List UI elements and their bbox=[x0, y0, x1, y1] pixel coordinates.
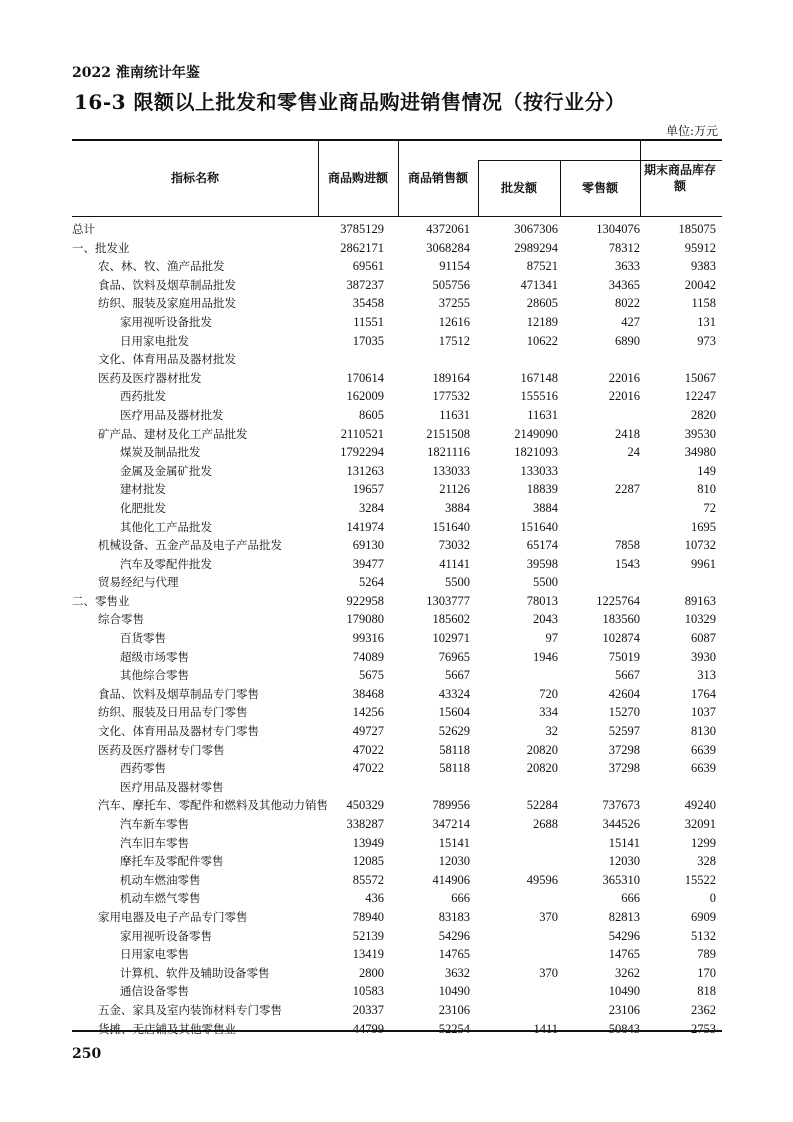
cell-sales: 52629 bbox=[438, 724, 470, 739]
table-row bbox=[72, 629, 722, 648]
cell-wholesale: 52284 bbox=[526, 798, 558, 813]
table-bottom-rule bbox=[72, 1030, 722, 1032]
cell-retail: 3262 bbox=[615, 965, 640, 980]
row-label: 机动车燃气零售 bbox=[120, 891, 201, 906]
cell-purchase: 1792294 bbox=[340, 445, 384, 460]
cell-inventory: 49240 bbox=[684, 798, 716, 813]
table-row bbox=[72, 313, 722, 332]
cell-sales: 133033 bbox=[432, 463, 470, 478]
cell-sales: 76965 bbox=[438, 649, 470, 664]
cell-inventory: 2753 bbox=[691, 1021, 716, 1036]
cell-sales: 83183 bbox=[438, 909, 470, 924]
cell-wholesale: 78013 bbox=[526, 593, 558, 608]
cell-inventory: 15522 bbox=[684, 872, 716, 887]
cell-retail: 37298 bbox=[608, 761, 640, 776]
row-label: 建材批发 bbox=[120, 482, 166, 497]
cell-retail: 5667 bbox=[615, 668, 640, 683]
cell-wholesale: 2989294 bbox=[514, 240, 558, 255]
table-row bbox=[72, 220, 722, 239]
row-label: 总计 bbox=[72, 222, 95, 236]
cell-purchase: 450329 bbox=[346, 798, 384, 813]
table-row bbox=[72, 369, 722, 388]
cell-sales: 185602 bbox=[432, 612, 470, 627]
row-label: 纺织、服装及日用品专门零售 bbox=[98, 705, 248, 720]
cell-sales: 21126 bbox=[439, 482, 470, 497]
cell-sales: 177532 bbox=[432, 389, 470, 404]
cell-wholesale: 370 bbox=[539, 909, 558, 924]
header-divider bbox=[640, 140, 641, 216]
header-name: 指标名称 bbox=[170, 171, 219, 185]
cell-wholesale: 1946 bbox=[533, 649, 558, 664]
cell-inventory: 973 bbox=[697, 333, 716, 348]
table-row bbox=[72, 443, 722, 462]
cell-wholesale: 39598 bbox=[526, 556, 558, 571]
cell-inventory: 1037 bbox=[691, 705, 716, 720]
cell-purchase: 47022 bbox=[352, 742, 384, 757]
cell-purchase: 5264 bbox=[359, 575, 384, 590]
table-row bbox=[72, 257, 722, 276]
cell-purchase: 11551 bbox=[353, 314, 384, 329]
table-row bbox=[72, 945, 722, 964]
cell-sales: 5667 bbox=[445, 668, 470, 683]
cell-sales: 505756 bbox=[432, 277, 470, 292]
cell-purchase: 8605 bbox=[359, 407, 384, 422]
table-row bbox=[72, 387, 722, 406]
row-label: 通信设备零售 bbox=[120, 984, 189, 999]
cell-retail: 22016 bbox=[608, 389, 640, 404]
cell-retail: 78312 bbox=[608, 240, 640, 255]
cell-wholesale: 155516 bbox=[520, 389, 558, 404]
cell-purchase: 141974 bbox=[346, 519, 384, 534]
cell-sales: 1303777 bbox=[426, 593, 470, 608]
table-row bbox=[72, 425, 722, 444]
cell-inventory: 149 bbox=[697, 463, 716, 478]
cell-purchase: 5675 bbox=[359, 668, 384, 683]
table-row bbox=[72, 350, 722, 369]
table-row bbox=[72, 815, 722, 834]
cell-sales: 102971 bbox=[432, 631, 470, 646]
cell-purchase: 2800 bbox=[359, 965, 384, 980]
cell-sales: 43324 bbox=[438, 686, 470, 701]
cell-purchase: 49727 bbox=[352, 724, 384, 739]
cell-purchase: 3284 bbox=[359, 500, 384, 515]
cell-sales: 347214 bbox=[432, 817, 470, 831]
row-label: 贸易经纪与代理 bbox=[98, 575, 179, 590]
table-row bbox=[72, 462, 722, 481]
table-row bbox=[72, 332, 722, 351]
cell-retail: 54296 bbox=[608, 928, 640, 943]
header-wholesale: 批发额 bbox=[500, 181, 537, 195]
cell-purchase: 12085 bbox=[352, 854, 384, 869]
cell-inventory: 6909 bbox=[691, 909, 716, 924]
row-label: 计算机、软件及辅助设备零售 bbox=[120, 965, 270, 980]
cell-sales: 52254 bbox=[438, 1021, 470, 1036]
cell-sales: 189164 bbox=[432, 370, 470, 385]
cell-sales: 3632 bbox=[445, 965, 470, 980]
cell-inventory: 0 bbox=[709, 891, 716, 906]
cell-retail: 427 bbox=[621, 314, 640, 329]
row-label: 矿产品、建材及化工产品批发 bbox=[98, 426, 248, 441]
row-label: 食品、饮料及烟草制品专门零售 bbox=[98, 686, 259, 701]
cell-inventory: 313 bbox=[697, 668, 716, 683]
cell-sales: 3884 bbox=[445, 500, 470, 515]
cell-wholesale: 20820 bbox=[526, 761, 558, 776]
table-row bbox=[72, 722, 722, 741]
cell-retail: 2418 bbox=[615, 426, 640, 441]
cell-inventory: 39530 bbox=[684, 426, 716, 441]
cell-retail: 1543 bbox=[615, 556, 640, 571]
cell-sales: 54296 bbox=[438, 928, 470, 943]
cell-retail: 365310 bbox=[602, 872, 640, 887]
cell-inventory: 818 bbox=[697, 984, 716, 999]
cell-purchase: 17035 bbox=[352, 333, 384, 348]
cell-inventory: 12247 bbox=[684, 389, 716, 404]
cell-sales: 58118 bbox=[439, 742, 470, 757]
cell-inventory: 9961 bbox=[691, 556, 716, 571]
cell-inventory: 1158 bbox=[691, 296, 716, 311]
cell-wholesale: 2149090 bbox=[514, 426, 558, 441]
row-label: 机动车燃油零售 bbox=[120, 872, 201, 887]
cell-inventory: 5132 bbox=[691, 928, 716, 943]
row-label: 汽车新车零售 bbox=[120, 817, 189, 831]
cell-purchase: 85572 bbox=[352, 872, 384, 887]
cell-wholesale: 28605 bbox=[526, 296, 558, 311]
cell-sales: 17512 bbox=[438, 333, 470, 348]
cell-purchase: 14256 bbox=[352, 705, 384, 720]
cell-inventory: 95912 bbox=[684, 240, 716, 255]
table-row bbox=[72, 573, 722, 592]
cell-inventory: 15067 bbox=[684, 370, 716, 385]
cell-purchase: 179080 bbox=[346, 612, 384, 627]
cell-retail: 10490 bbox=[608, 984, 640, 999]
cell-inventory: 10329 bbox=[684, 612, 716, 627]
cell-sales: 151640 bbox=[432, 519, 470, 534]
cell-inventory: 1695 bbox=[691, 519, 716, 534]
cell-inventory: 1764 bbox=[691, 686, 716, 701]
header-inventory: 期末商品库存额 bbox=[644, 163, 717, 193]
cell-wholesale: 2043 bbox=[533, 612, 558, 627]
row-label: 日用家电批发 bbox=[120, 333, 189, 348]
cell-wholesale: 151640 bbox=[520, 519, 558, 534]
table-row bbox=[72, 685, 722, 704]
cell-sales: 414906 bbox=[432, 872, 470, 887]
cell-retail: 7858 bbox=[615, 538, 640, 553]
cell-wholesale: 1411 bbox=[533, 1021, 558, 1036]
cell-retail: 8022 bbox=[615, 296, 640, 311]
row-label: 医疗用品及器材批发 bbox=[120, 407, 224, 422]
cell-retail: 3633 bbox=[615, 259, 640, 274]
page-number: 250 bbox=[72, 1046, 102, 1062]
table-row bbox=[72, 666, 722, 685]
cell-retail: 102874 bbox=[602, 631, 640, 646]
header-purchase: 商品购进额 bbox=[327, 171, 388, 185]
row-label: 百货零售 bbox=[120, 631, 166, 646]
cell-wholesale: 18839 bbox=[526, 482, 558, 497]
table-row bbox=[72, 759, 722, 778]
table-row bbox=[72, 908, 722, 927]
cell-purchase: 69561 bbox=[352, 259, 384, 274]
cell-wholesale: 2688 bbox=[533, 817, 558, 831]
table-row bbox=[72, 406, 722, 425]
row-label: 化肥批发 bbox=[120, 500, 166, 515]
table-row bbox=[72, 1020, 722, 1039]
table-row bbox=[72, 741, 722, 760]
row-label: 二、零售业 bbox=[72, 593, 130, 608]
cell-inventory: 6087 bbox=[691, 631, 716, 646]
row-label: 日用家电零售 bbox=[120, 947, 189, 962]
cell-wholesale: 5500 bbox=[533, 575, 558, 590]
cell-wholesale: 10622 bbox=[526, 333, 558, 348]
cell-purchase: 10583 bbox=[352, 984, 384, 999]
cell-purchase: 922958 bbox=[346, 593, 384, 608]
cell-sales: 2151508 bbox=[426, 426, 470, 441]
cell-purchase: 20337 bbox=[352, 1002, 384, 1017]
table-row bbox=[72, 964, 722, 983]
row-label: 医药及医疗器材批发 bbox=[98, 370, 202, 385]
table-row bbox=[72, 518, 722, 537]
cell-inventory: 9383 bbox=[691, 259, 716, 274]
row-label: 西药批发 bbox=[120, 389, 166, 404]
row-label: 汽车、摩托车、零配件和燃料及其他动力销售 bbox=[98, 798, 328, 813]
row-label: 五金、家具及室内装饰材料专门零售 bbox=[98, 1002, 282, 1017]
cell-retail: 666 bbox=[621, 891, 640, 906]
cell-retail: 15270 bbox=[608, 705, 640, 720]
table-body bbox=[72, 220, 722, 1038]
table-row bbox=[72, 703, 722, 722]
cell-sales: 37255 bbox=[438, 296, 470, 311]
cell-purchase: 78940 bbox=[352, 909, 384, 924]
cell-wholesale: 334 bbox=[539, 705, 558, 720]
cell-retail: 12030 bbox=[608, 854, 640, 869]
cell-sales: 73032 bbox=[438, 538, 470, 553]
cell-inventory: 170 bbox=[697, 965, 716, 980]
cell-retail: 34365 bbox=[608, 277, 640, 292]
row-label: 家用视听设备批发 bbox=[120, 314, 212, 329]
cell-purchase: 338287 bbox=[346, 817, 384, 831]
cell-purchase: 44799 bbox=[352, 1021, 384, 1036]
cell-retail: 42604 bbox=[608, 686, 640, 701]
table-row bbox=[72, 648, 722, 667]
row-label: 家用电器及电子产品专门零售 bbox=[98, 909, 248, 924]
cell-sales: 5500 bbox=[445, 575, 470, 590]
row-label: 家用视听设备零售 bbox=[120, 928, 212, 943]
row-label: 文化、体育用品及器材专门零售 bbox=[98, 724, 259, 739]
table-row bbox=[72, 852, 722, 871]
table-row bbox=[72, 610, 722, 629]
cell-retail: 2287 bbox=[615, 482, 640, 497]
cell-purchase: 2110521 bbox=[340, 426, 384, 441]
cell-wholesale: 12189 bbox=[526, 314, 558, 329]
cell-sales: 14765 bbox=[438, 947, 470, 962]
cell-sales: 12616 bbox=[438, 314, 470, 329]
row-label: 超级市场零售 bbox=[120, 649, 189, 664]
cell-purchase: 387237 bbox=[346, 277, 384, 292]
cell-purchase: 3785129 bbox=[340, 222, 384, 236]
cell-retail: 14765 bbox=[608, 947, 640, 962]
cell-wholesale: 471341 bbox=[520, 277, 558, 292]
cell-sales: 23106 bbox=[438, 1002, 470, 1017]
cell-wholesale: 87521 bbox=[526, 259, 558, 274]
cell-inventory: 810 bbox=[697, 482, 716, 497]
table-row bbox=[72, 499, 722, 518]
row-label: 煤炭及制品批发 bbox=[120, 445, 201, 460]
cell-wholesale: 97 bbox=[545, 631, 558, 646]
cell-wholesale: 133033 bbox=[520, 463, 558, 478]
cell-wholesale: 32 bbox=[545, 724, 558, 739]
cell-purchase: 38468 bbox=[352, 686, 384, 701]
cell-purchase: 19657 bbox=[352, 482, 384, 497]
cell-sales: 10490 bbox=[438, 984, 470, 999]
cell-inventory: 328 bbox=[697, 854, 716, 869]
row-label: 摩托车及零配件零售 bbox=[120, 854, 224, 869]
cell-sales: 4372061 bbox=[426, 222, 470, 236]
table-row bbox=[72, 536, 722, 555]
table-row bbox=[72, 871, 722, 890]
row-label: 西药零售 bbox=[120, 761, 166, 776]
table-row bbox=[72, 239, 722, 258]
row-label: 汽车及零配件批发 bbox=[120, 556, 212, 571]
cell-retail: 52597 bbox=[608, 724, 640, 739]
table-row bbox=[72, 294, 722, 313]
cell-inventory: 10732 bbox=[684, 538, 716, 553]
table-row bbox=[72, 592, 722, 611]
table-row bbox=[72, 276, 722, 295]
cell-sales: 58118 bbox=[439, 761, 470, 776]
cell-retail: 23106 bbox=[608, 1002, 640, 1017]
table-row bbox=[72, 834, 722, 853]
cell-sales: 15604 bbox=[438, 705, 470, 720]
cell-retail: 183560 bbox=[602, 612, 640, 627]
cell-inventory: 20042 bbox=[684, 277, 716, 292]
row-label: 机械设备、五金产品及电子产品批发 bbox=[98, 538, 282, 553]
cell-purchase: 2862171 bbox=[340, 240, 384, 255]
cell-retail: 75019 bbox=[608, 649, 640, 664]
cell-inventory: 89163 bbox=[684, 593, 716, 608]
table-row bbox=[72, 927, 722, 946]
row-label: 货摊、无店铺及其他零售业 bbox=[98, 1021, 236, 1036]
cell-wholesale: 65174 bbox=[526, 538, 558, 553]
cell-wholesale: 3067306 bbox=[514, 222, 558, 236]
cell-inventory: 8130 bbox=[691, 724, 716, 739]
cell-sales: 11631 bbox=[439, 407, 470, 422]
cell-purchase: 13949 bbox=[352, 835, 384, 850]
table-row bbox=[72, 982, 722, 1001]
cell-purchase: 39477 bbox=[352, 556, 384, 571]
cell-wholesale: 3884 bbox=[533, 500, 558, 515]
cell-wholesale: 1821093 bbox=[514, 445, 558, 460]
cell-wholesale: 20820 bbox=[526, 742, 558, 757]
cell-inventory: 131 bbox=[697, 314, 716, 329]
cell-purchase: 35458 bbox=[352, 296, 384, 311]
row-label: 医药及医疗器材专门零售 bbox=[98, 742, 225, 757]
cell-inventory: 72 bbox=[703, 500, 716, 515]
header-bottom-rule bbox=[72, 216, 722, 217]
cell-inventory: 34980 bbox=[684, 445, 716, 460]
cell-wholesale: 720 bbox=[539, 686, 558, 701]
header-sales: 商品销售额 bbox=[407, 171, 468, 185]
cell-wholesale: 11631 bbox=[527, 407, 558, 422]
cell-inventory: 6639 bbox=[691, 761, 716, 776]
row-label: 纺织、服装及家庭用品批发 bbox=[98, 296, 236, 311]
cell-retail: 1304076 bbox=[596, 222, 640, 236]
cell-sales: 3068284 bbox=[426, 240, 470, 255]
row-label: 其他综合零售 bbox=[120, 668, 189, 683]
cell-inventory: 3930 bbox=[691, 649, 716, 664]
cell-sales: 15141 bbox=[438, 835, 470, 850]
row-label: 农、林、牧、渔产品批发 bbox=[98, 259, 225, 274]
cell-wholesale: 167148 bbox=[520, 370, 558, 385]
cell-wholesale: 49596 bbox=[526, 872, 558, 887]
cell-wholesale: 370 bbox=[539, 965, 558, 980]
cell-inventory: 789 bbox=[697, 947, 716, 962]
cell-retail: 344526 bbox=[602, 817, 640, 831]
table-title: 16-3 限额以上批发和零售业商品购进销售情况（按行业分） bbox=[74, 90, 626, 114]
table-row bbox=[72, 796, 722, 815]
book-title: 2022 淮南统计年鉴 bbox=[72, 65, 200, 81]
header-retail: 零售额 bbox=[581, 181, 618, 195]
cell-retail: 37298 bbox=[608, 742, 640, 757]
row-label: 综合零售 bbox=[98, 612, 144, 627]
cell-retail: 24 bbox=[627, 445, 640, 460]
cell-inventory: 185075 bbox=[678, 222, 716, 236]
cell-retail: 50843 bbox=[608, 1021, 640, 1036]
row-label: 食品、饮料及烟草制品批发 bbox=[98, 277, 236, 292]
row-label: 文化、体育用品及器材批发 bbox=[98, 352, 236, 367]
cell-sales: 666 bbox=[451, 891, 470, 906]
cell-inventory: 6639 bbox=[691, 742, 716, 757]
cell-purchase: 162009 bbox=[346, 389, 384, 404]
cell-retail: 1225764 bbox=[596, 593, 640, 608]
row-label: 一、批发业 bbox=[72, 240, 130, 255]
cell-inventory: 1299 bbox=[691, 835, 716, 850]
cell-sales: 12030 bbox=[438, 854, 470, 869]
cell-retail: 737673 bbox=[602, 798, 640, 813]
cell-purchase: 436 bbox=[365, 891, 384, 906]
row-label: 医疗用品及器材零售 bbox=[120, 779, 224, 794]
cell-inventory: 2362 bbox=[691, 1002, 716, 1017]
cell-purchase: 47022 bbox=[352, 761, 384, 776]
table-row bbox=[72, 555, 722, 574]
cell-purchase: 69130 bbox=[352, 538, 384, 553]
cell-sales: 1821116 bbox=[427, 445, 470, 460]
unit-label: 单位:万元 bbox=[665, 124, 718, 138]
cell-retail: 15141 bbox=[608, 835, 640, 850]
cell-retail: 22016 bbox=[608, 370, 640, 385]
cell-purchase: 74089 bbox=[352, 649, 384, 664]
table-row bbox=[72, 778, 722, 797]
cell-inventory: 32091 bbox=[684, 817, 716, 831]
row-label: 汽车旧车零售 bbox=[120, 835, 189, 850]
row-label: 其他化工产品批发 bbox=[120, 519, 212, 534]
cell-purchase: 170614 bbox=[346, 370, 384, 385]
cell-purchase: 13419 bbox=[352, 947, 384, 962]
cell-inventory: 2820 bbox=[691, 407, 716, 422]
cell-sales: 91154 bbox=[439, 259, 470, 274]
table-row bbox=[72, 1001, 722, 1020]
cell-retail: 82813 bbox=[608, 909, 640, 924]
cell-sales: 789956 bbox=[432, 798, 470, 813]
cell-purchase: 52139 bbox=[352, 928, 384, 943]
cell-purchase: 131263 bbox=[346, 463, 384, 478]
row-label: 金属及金属矿批发 bbox=[120, 463, 212, 478]
cell-retail: 6890 bbox=[615, 333, 640, 348]
table-row bbox=[72, 480, 722, 499]
cell-purchase: 99316 bbox=[352, 631, 384, 646]
table-row bbox=[72, 889, 722, 908]
cell-sales: 41141 bbox=[439, 556, 470, 571]
